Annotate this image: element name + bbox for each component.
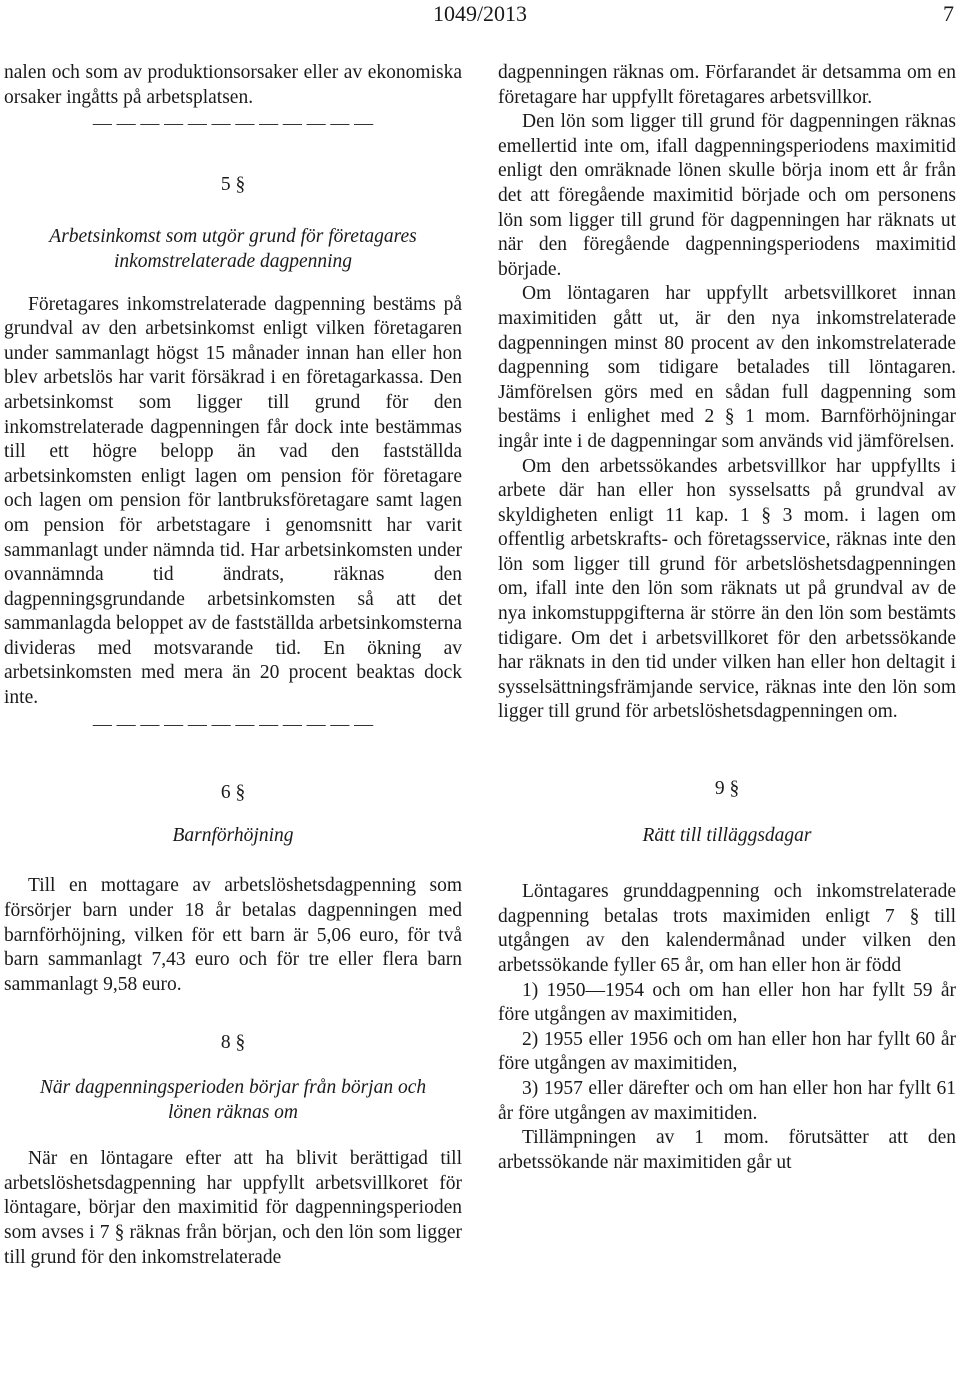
left-column — [4, 61, 462, 1270]
paragraph: dagpenningen räknas om. Förfarandet är detsamma om en företagare har uppfyllt företagares arbetsvillkor. — [498, 62, 956, 108]
section-6-title: Barnförhöjning — [172, 824, 294, 846]
section-9-body: Löntagares grunddagpenning och inkomstrelaterade dagpenning betalas trots maximiden enligt 7 § till utgången av den kalendermånad under vilken den arbetssökande fyller 65 år, om han eller hon är född — [498, 881, 956, 976]
paragraph: Tillämpningen av 1 mom. förutsätter att den arbetssökande när maximitiden går ut — [498, 1127, 956, 1173]
section-8-title: När dagpenningsperioden börjar från början och lönen räknas om — [39, 1077, 427, 1123]
section-8-body: När en löntagare efter att ha blivit berättigad till arbetslöshetsdagpenning har uppfyllt arbetsvillkoret för löntagare, börjar den maximitid för dagpenningsperioden som avses i 7 § räknas från början, och den lön som ligger till grund för den inkomstrelaterade — [4, 1148, 462, 1268]
right-column — [498, 61, 956, 1175]
section-8-number: 8 § — [220, 1032, 246, 1054]
page-number: 7 — [943, 1, 954, 26]
document-number: 1049/2013 — [432, 1, 528, 26]
omission-rule: — — — — — — — — — — — — — [92, 713, 374, 735]
section-9-number: 9 § — [714, 778, 740, 800]
section-5-body: Företagares inkomstrelaterade dagpenning bestäms på grundval av den arbetsinkomst enligt vilken företagaren under sammanlagt högst 15 månader innan han eller hon blev arbetslös har varit försäkrad i en företagarkassa. Den arbetsinkomst som ligger till grund för den inkomstrelaterade dagpenningen får dock inte bestämmas till ett högre belopp än vad den fastställda arbetsinkomsten enligt lagen om pension för företagare och lagen om pension för lantbruksföretagare samt lagen om pension för arbetstagare i genomsnitt har varit sammanlagt under nämnda tid. Har arbetsinkomsten under ovannämnda tid ändrats, räknas den dagpenningsgrundande arbetsinkomsten så att det sammanlagda beloppet av de fastställda arbetsinkomsterna divideras med motsvarande tid. En ökning av arbetsinkomsten med mera än 20 procent beaktas dock inte. — [4, 293, 462, 709]
intro-paragraph: nalen och som av produktionsorsaker eller av ekonomiska orsaker ingåtts på arbetsplatsen. — [4, 62, 462, 108]
list-item: 3) 1957 eller därefter och om han eller hon har fyllt 61 år före utgången av maximitiden. — [498, 1077, 956, 1124]
paragraph: Om löntagaren har uppfyllt arbetsvillkoret innan maximitiden gått ut, är den nya inkomstrelaterade dagpenningen minst 80 procent av den inkomstrelaterade dagpenning som tidigare betalades till löntagaren. Jämförelsen görs med en sådan full dagpenning som bestäms i enlighet med 2 § 1 mom. Barnförhöjningar ingår inte i de dagpenningar som används vid jämförelsen. — [498, 283, 956, 452]
list-item: 2) 1955 eller 1956 och om han eller hon har fyllt 60 år före utgången av maximitiden, — [498, 1028, 956, 1075]
section-5-number: 5 § — [220, 173, 246, 195]
section-6-body: Till en mottagare av arbetslöshetsdagpenning som försörjer barn under 18 år betalas dagpenningen med barnförhöjning, vilken för ett barn är 5,06 euro, för två barn sammanlagt 7,43 euro och för tre eller flera barn sammanlagt 9,58 euro. — [4, 875, 462, 995]
page-header — [0, 0, 960, 30]
paragraph: Om den arbetssökandes arbetsvillkor har uppfyllts i arbete där han eller hon sysselsatts på grundval av skyldigheten enligt 11 kap. 1 § 3 mom. i lagen om offentlig arbetskrafts- och företagsservice, räknas inte den lön som ligger till grund för arbetslöshetsdagpenningen om, ifall inte den lön som räknats ut på grundval av de nya inkomstuppgifterna är större än den lön som bestämts tidigare. Om det i arbetsvillkoret för den arbetssökande har räknats in den tid under vilken han eller hon deltagit i sysselsättningsfrämjande service, räknas inte den lön som ligger till grund för arbetslöshetsdagpenningen om. — [498, 455, 956, 723]
section-6-number: 6 § — [220, 782, 246, 804]
section-9-title: Rätt till tilläggsdagar — [642, 824, 812, 846]
section-5-title: Arbetsinkomst som utgör grund för företagares inkomstrelaterade dagpenning — [49, 226, 417, 272]
list-item: 1) 1950—1954 och om han eller hon har fyllt 59 år före utgången av maximitiden, — [498, 979, 956, 1026]
omission-rule: — — — — — — — — — — — — — [92, 113, 374, 135]
paragraph: Den lön som ligger till grund för dagpenningen räknas emellertid inte om, ifall dagpenningsperiodens maximitid enligt den omräknade lönen skulle börja inom ett år från det att föregående maximitid började och om personens lön som ligger till grund för dagpenningen har räknats ut när den föregående dagpenningsperiodens maximitid började. — [498, 111, 956, 280]
